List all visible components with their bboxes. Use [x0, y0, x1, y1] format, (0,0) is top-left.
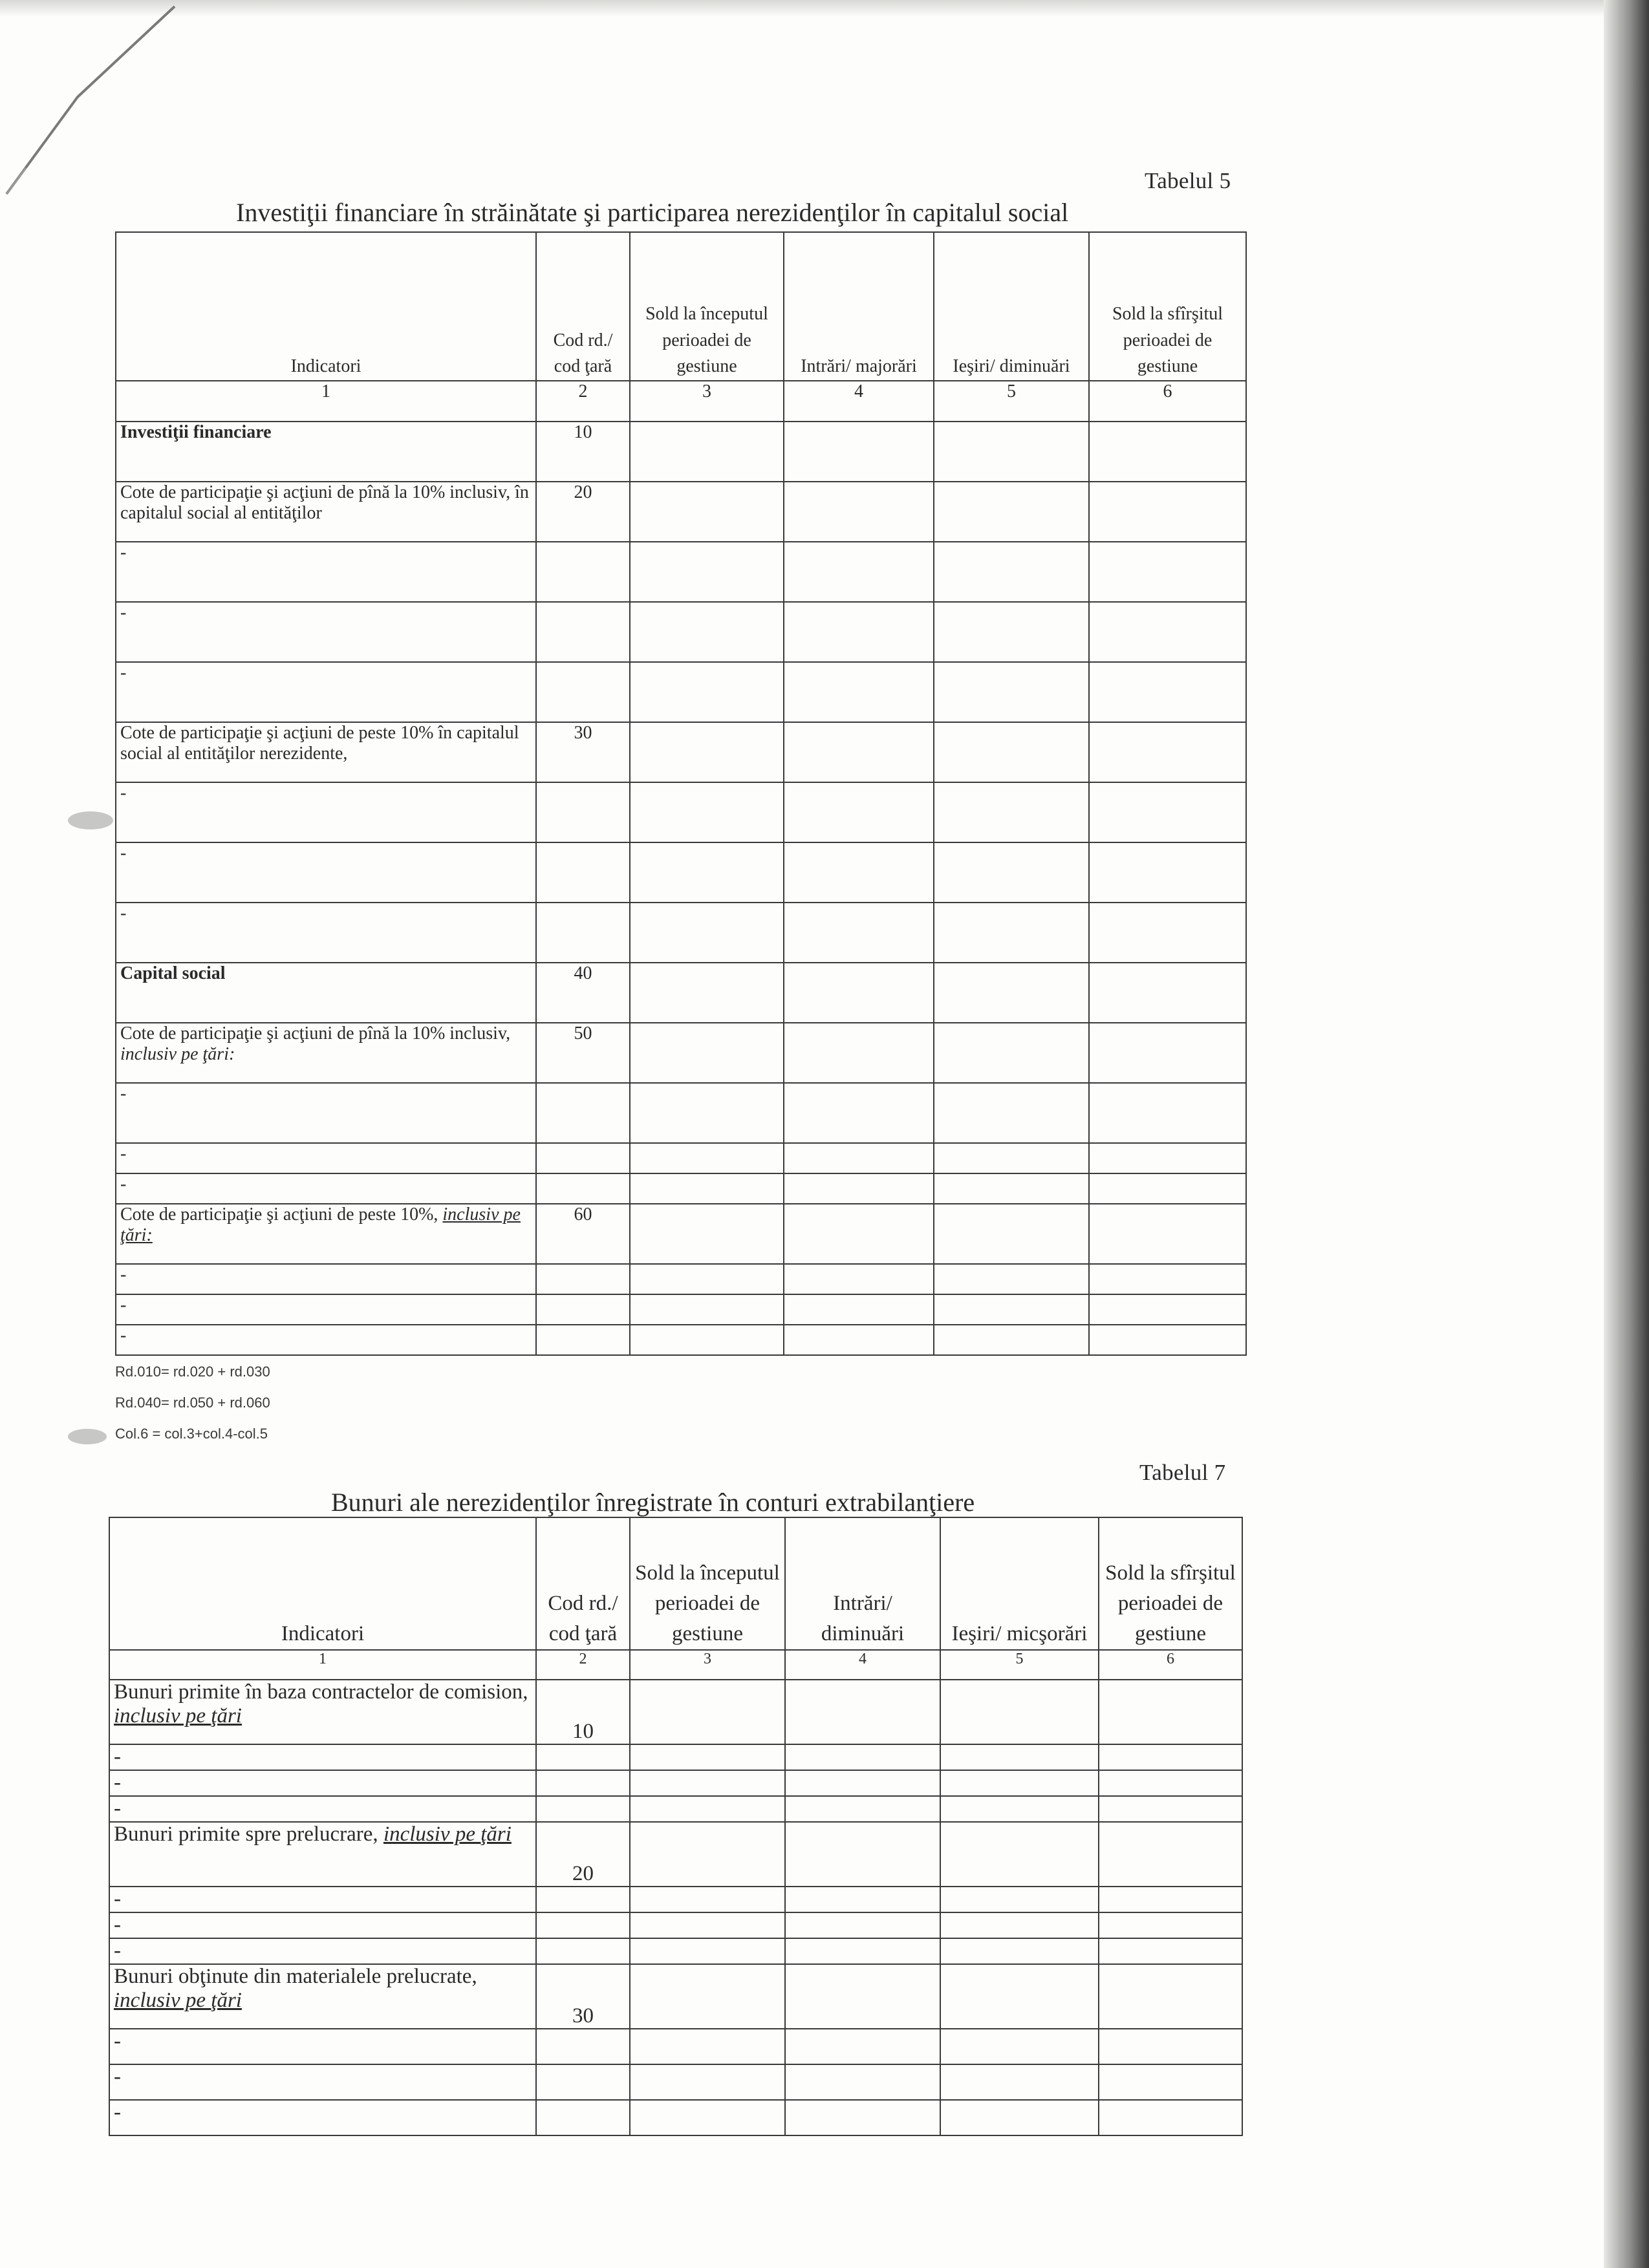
- cell: [1089, 722, 1246, 782]
- cell: [630, 1083, 784, 1143]
- table-row: [116, 782, 1246, 842]
- row-code: 20: [536, 1822, 630, 1887]
- cell: [940, 1822, 1099, 1887]
- header-iesiri: Ieşiri/ micşorări: [940, 1517, 1099, 1650]
- row-code: [536, 1796, 630, 1822]
- row-label: -: [109, 2064, 536, 2100]
- table-row: [116, 1173, 1246, 1204]
- cell: [630, 1173, 784, 1204]
- row-label: -: [109, 1796, 536, 1822]
- table7-colnum-row: [109, 1650, 1242, 1680]
- table-row: [116, 903, 1246, 963]
- row-label-text: Bunuri primite spre prelucrare,: [114, 1823, 378, 1846]
- table-row: [116, 963, 1246, 1023]
- colnum: 5: [940, 1650, 1099, 1680]
- cell: [1099, 1887, 1242, 1912]
- table7-header-row: [109, 1517, 1242, 1650]
- row-label: -: [116, 1325, 536, 1355]
- row-label: -: [116, 1173, 536, 1204]
- cell: [1089, 1023, 1246, 1083]
- cell: [784, 1143, 934, 1173]
- row-label-text: Cote de participaţie şi acţiuni de pînă la 10% inclusiv,: [120, 1023, 511, 1043]
- table-row: [109, 1680, 1242, 1744]
- colnum: 6: [1089, 381, 1246, 422]
- cell: [934, 722, 1089, 782]
- header-sold-inceput: Sold la începutul perioadei de gestiune: [630, 1517, 785, 1650]
- header-sold-sfirsit: Sold la sfîrşitul perioadei de gestiune: [1089, 232, 1246, 381]
- cell: [630, 963, 784, 1023]
- header-cod: Cod rd./ cod ţară: [536, 1517, 630, 1650]
- cell: [940, 1964, 1099, 2029]
- table-row: [109, 1938, 1242, 1964]
- table-row: [109, 1796, 1242, 1822]
- cell: [1089, 482, 1246, 542]
- table-row: [109, 1887, 1242, 1912]
- cell: [630, 1938, 785, 1964]
- cell: [1089, 782, 1246, 842]
- cell: [784, 842, 934, 903]
- row-label: -: [116, 542, 536, 602]
- colnum: 2: [536, 381, 630, 422]
- header-intrari: Intrări/ majorări: [784, 232, 934, 381]
- table-row: [109, 1912, 1242, 1938]
- cell: [934, 963, 1089, 1023]
- cell: [940, 2100, 1099, 2135]
- cell: [934, 422, 1089, 482]
- cell: [1089, 602, 1246, 662]
- table-row: [109, 2100, 1242, 2135]
- cell: [1089, 662, 1246, 722]
- row-label-text: Cote de participaţie şi acţiuni de peste 10%,: [120, 1204, 438, 1225]
- cell: [630, 1325, 784, 1355]
- punch-hole-mark: [68, 1429, 107, 1444]
- row-code: 30: [536, 1964, 630, 2029]
- colnum: 4: [785, 1650, 940, 1680]
- cell: [785, 1887, 940, 1912]
- table-row: [116, 542, 1246, 602]
- row-code: [536, 1264, 630, 1294]
- row-label: -: [116, 1143, 536, 1173]
- row-label: -: [116, 1294, 536, 1325]
- cell: [630, 1294, 784, 1325]
- table5-title: Investiţii financiare în străinătate şi participarea nerezidenţilor în capitalul social: [236, 198, 1069, 227]
- row-label: -: [116, 903, 536, 963]
- row-code: [536, 903, 630, 963]
- cell: [934, 1294, 1089, 1325]
- row-code: 10: [536, 1680, 630, 1744]
- table-row: [116, 1294, 1246, 1325]
- colnum: 4: [784, 381, 934, 422]
- cell: [785, 1744, 940, 1770]
- row-code: [536, 1744, 630, 1770]
- row-code: [536, 1912, 630, 1938]
- row-code: [536, 842, 630, 903]
- cell: [630, 422, 784, 482]
- cell: [630, 1680, 785, 1744]
- cell: [934, 782, 1089, 842]
- table7-label: Tabelul 7: [1139, 1460, 1226, 1485]
- cell: [1099, 1796, 1242, 1822]
- cell: [934, 602, 1089, 662]
- cell: [1089, 963, 1246, 1023]
- row-label: -: [116, 842, 536, 903]
- row-label: [116, 1204, 536, 1264]
- cell: [1089, 1325, 1246, 1355]
- cell: [784, 1083, 934, 1143]
- cell: [785, 2064, 940, 2100]
- table5-notes: [115, 1356, 270, 1450]
- cell: [1099, 1822, 1242, 1887]
- row-label: -: [116, 782, 536, 842]
- row-code: [536, 662, 630, 722]
- row-label: [109, 1822, 536, 1887]
- cell: [630, 2029, 785, 2064]
- cell: [784, 1204, 934, 1264]
- table-row: [116, 1264, 1246, 1294]
- row-label-italic: inclusiv pe ţări:: [120, 1204, 521, 1245]
- table-row: [109, 2029, 1242, 2064]
- table-row: [116, 1023, 1246, 1083]
- row-label: -: [116, 1264, 536, 1294]
- cell: [940, 1912, 1099, 1938]
- cell: [940, 2064, 1099, 2100]
- cell: [630, 1796, 785, 1822]
- cell: [630, 722, 784, 782]
- row-code: 10: [536, 422, 630, 482]
- cell: [630, 842, 784, 903]
- cell: [934, 1083, 1089, 1143]
- cell: [934, 542, 1089, 602]
- table-row: [116, 1083, 1246, 1143]
- note-line: Rd.010= rd.020 + rd.030: [115, 1364, 270, 1380]
- cell: [940, 1744, 1099, 1770]
- row-label: [109, 1964, 536, 2029]
- cell: [784, 1264, 934, 1294]
- table5-header-row: [116, 232, 1246, 381]
- row-code: [536, 1325, 630, 1355]
- table-row: [116, 1204, 1246, 1264]
- cell: [785, 1770, 940, 1796]
- row-code: [536, 1294, 630, 1325]
- colnum: 3: [630, 1650, 785, 1680]
- cell: [1099, 1680, 1242, 1744]
- row-label: -: [116, 662, 536, 722]
- cell: [785, 2100, 940, 2135]
- cell: [1099, 2029, 1242, 2064]
- cell: [934, 1173, 1089, 1204]
- cell: [940, 2029, 1099, 2064]
- colnum: 3: [630, 381, 784, 422]
- row-code: [536, 1143, 630, 1173]
- row-label: -: [109, 1912, 536, 1938]
- cell: [630, 903, 784, 963]
- cell: [630, 1204, 784, 1264]
- punch-hole-mark: [68, 811, 113, 829]
- cell: [630, 2064, 785, 2100]
- cell: [784, 782, 934, 842]
- cell: [630, 662, 784, 722]
- row-label: Cote de participaţie şi acţiuni de pînă la 10% inclusiv, în capitalul social al entităţilor: [116, 482, 536, 542]
- row-label: [116, 1023, 536, 1083]
- cell: [785, 1680, 940, 1744]
- row-label: Investiţii financiare: [116, 422, 536, 482]
- row-code: [536, 1083, 630, 1143]
- cell: [940, 1887, 1099, 1912]
- cell: [630, 1822, 785, 1887]
- cell: [630, 1964, 785, 2029]
- row-code: [536, 542, 630, 602]
- scan-shadow-top: [0, 0, 1604, 17]
- cell: [784, 1294, 934, 1325]
- cell: [1089, 1083, 1246, 1143]
- folded-corner-mark: [0, 0, 194, 220]
- table-row: [109, 1964, 1242, 2029]
- cell: [1099, 1938, 1242, 1964]
- table5-label: Tabelul 5: [1145, 168, 1231, 193]
- cell: [630, 542, 784, 602]
- row-code: [536, 2064, 630, 2100]
- note-line: Rd.040= rd.050 + rd.060: [115, 1395, 270, 1411]
- cell: [630, 2100, 785, 2135]
- row-label: Capital social: [116, 963, 536, 1023]
- table-row: [109, 2064, 1242, 2100]
- row-label: -: [109, 1938, 536, 1964]
- cell: [630, 1887, 785, 1912]
- cell: [1089, 1204, 1246, 1264]
- cell: [1089, 842, 1246, 903]
- note-line: Col.6 = col.3+col.4-col.5: [115, 1426, 268, 1442]
- header-sold-inceput: Sold la începutul perioadei de gestiune: [630, 232, 784, 381]
- table7: [109, 1517, 1243, 2136]
- cell: [630, 1143, 784, 1173]
- table-row: [116, 722, 1246, 782]
- cell: [1099, 1912, 1242, 1938]
- cell: [784, 1325, 934, 1355]
- cell: [1099, 2064, 1242, 2100]
- row-code: 40: [536, 963, 630, 1023]
- row-label-italic: inclusiv pe ţări: [114, 1704, 242, 1728]
- row-label: -: [109, 1887, 536, 1912]
- cell: [934, 1023, 1089, 1083]
- row-label-italic: inclusiv pe ţări: [114, 1989, 242, 2012]
- table-row: [116, 482, 1246, 542]
- table-row: [109, 1770, 1242, 1796]
- row-label: -: [109, 2029, 536, 2064]
- cell: [630, 482, 784, 542]
- cell: [785, 1822, 940, 1887]
- table-row: [109, 1822, 1242, 1887]
- header-iesiri: Ieşiri/ diminuări: [934, 232, 1089, 381]
- row-code: 30: [536, 722, 630, 782]
- cell: [1099, 1744, 1242, 1770]
- table-row: [109, 1744, 1242, 1770]
- row-label: [109, 1680, 536, 1744]
- table-row: [116, 1143, 1246, 1173]
- cell: [784, 482, 934, 542]
- row-code: 50: [536, 1023, 630, 1083]
- cell: [785, 1964, 940, 2029]
- row-label-italic: inclusiv pe ţări:: [120, 1044, 235, 1064]
- row-code: [536, 1770, 630, 1796]
- cell: [784, 903, 934, 963]
- row-label: -: [109, 1744, 536, 1770]
- colnum: 1: [116, 381, 536, 422]
- row-label: -: [116, 1083, 536, 1143]
- table-row: [116, 662, 1246, 722]
- cell: [630, 602, 784, 662]
- cell: [934, 1325, 1089, 1355]
- cell: [630, 1744, 785, 1770]
- colnum: 6: [1099, 1650, 1242, 1680]
- cell: [630, 1770, 785, 1796]
- row-code: [536, 602, 630, 662]
- cell: [940, 1680, 1099, 1744]
- cell: [934, 903, 1089, 963]
- cell: [940, 1938, 1099, 1964]
- cell: [934, 662, 1089, 722]
- row-label: Cote de participaţie şi acţiuni de peste 10% în capitalul social al entităţilor nerezidente,: [116, 722, 536, 782]
- header-sold-sfirsit: Sold la sfîrşitul perioadei de gestiune: [1099, 1517, 1242, 1650]
- cell: [1099, 2100, 1242, 2135]
- cell: [630, 782, 784, 842]
- cell: [934, 482, 1089, 542]
- table-row: [116, 1325, 1246, 1355]
- cell: [940, 1796, 1099, 1822]
- cell: [1089, 422, 1246, 482]
- cell: [784, 963, 934, 1023]
- cell: [1089, 1143, 1246, 1173]
- cell: [784, 1173, 934, 1204]
- cell: [940, 1770, 1099, 1796]
- header-cod: Cod rd./ cod ţară: [536, 232, 630, 381]
- row-label: -: [109, 1770, 536, 1796]
- cell: [1089, 1173, 1246, 1204]
- cell: [1089, 1294, 1246, 1325]
- row-label: -: [109, 2100, 536, 2135]
- cell: [1099, 1964, 1242, 2029]
- row-label-text: Bunuri primite în baza contractelor de comision,: [114, 1680, 528, 1704]
- row-label-italic: inclusiv pe ţări: [383, 1823, 512, 1846]
- header-intrari: Intrări/ diminuări: [785, 1517, 940, 1650]
- cell: [785, 1938, 940, 1964]
- cell: [784, 662, 934, 722]
- row-code: [536, 1173, 630, 1204]
- cell: [785, 2029, 940, 2064]
- cell: [1089, 1264, 1246, 1294]
- table5-colnum-row: [116, 381, 1246, 422]
- cell: [785, 1796, 940, 1822]
- row-code: [536, 2100, 630, 2135]
- colnum: 5: [934, 381, 1089, 422]
- row-code: [536, 1938, 630, 1964]
- cell: [1089, 903, 1246, 963]
- table-row: [116, 422, 1246, 482]
- cell: [934, 1204, 1089, 1264]
- row-code: [536, 2029, 630, 2064]
- cell: [934, 1143, 1089, 1173]
- header-indicatori: Indicatori: [116, 232, 536, 381]
- row-code: 20: [536, 482, 630, 542]
- cell: [630, 1912, 785, 1938]
- header-indicatori: Indicatori: [109, 1517, 536, 1650]
- cell: [785, 1912, 940, 1938]
- cell: [934, 842, 1089, 903]
- cell: [784, 1023, 934, 1083]
- cell: [630, 1264, 784, 1294]
- row-code: 60: [536, 1204, 630, 1264]
- table5: [115, 231, 1247, 1356]
- cell: [784, 422, 934, 482]
- cell: [934, 1264, 1089, 1294]
- cell: [630, 1023, 784, 1083]
- cell: [784, 722, 934, 782]
- row-code: [536, 1887, 630, 1912]
- table-row: [116, 842, 1246, 903]
- colnum: 1: [109, 1650, 536, 1680]
- row-code: [536, 782, 630, 842]
- colnum: 2: [536, 1650, 630, 1680]
- row-label-text: Bunuri obţinute din materialele prelucrate,: [114, 1965, 477, 1988]
- cell: [784, 542, 934, 602]
- cell: [1099, 1770, 1242, 1796]
- table-row: [116, 602, 1246, 662]
- scan-shadow-right: [1604, 0, 1649, 2268]
- cell: [784, 602, 934, 662]
- table7-title: Bunuri ale nerezidenţilor înregistrate în conturi extrabilanţiere: [331, 1488, 975, 1517]
- cell: [1089, 542, 1246, 602]
- row-label: -: [116, 602, 536, 662]
